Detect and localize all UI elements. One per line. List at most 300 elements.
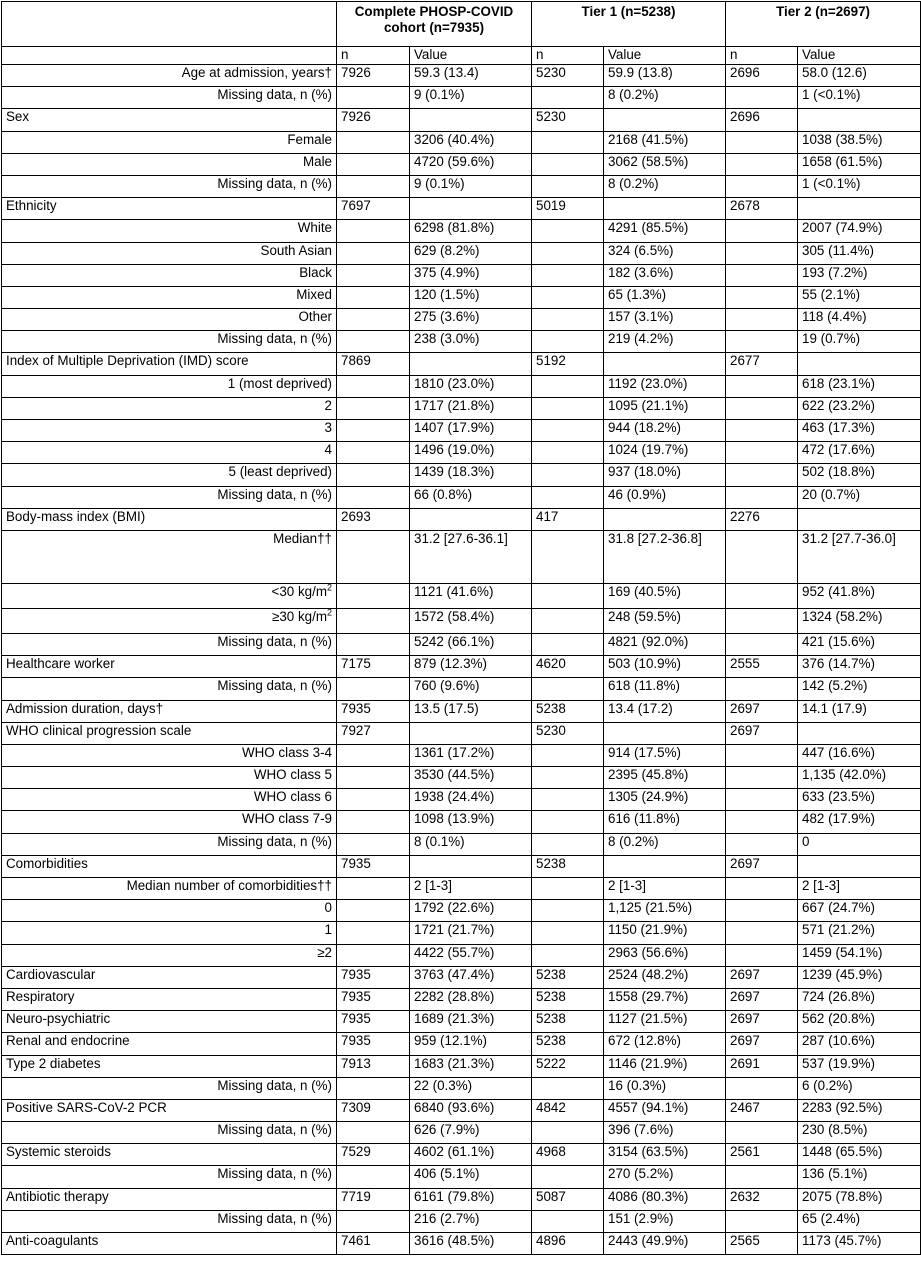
- cell-n: 7461: [337, 1233, 410, 1255]
- cell-n: [337, 131, 410, 153]
- cell-value: 3154 (63.5%): [604, 1144, 726, 1166]
- row-label-text: Body-mass index (BMI): [6, 508, 146, 524]
- table-body: [2, 65, 921, 1255]
- cell-value: 1407 (17.9%): [410, 420, 532, 442]
- cell-n: [726, 87, 798, 109]
- row-label: [2, 1188, 337, 1210]
- cell-n: 5087: [532, 1188, 604, 1210]
- cell-n: 7935: [337, 1033, 410, 1055]
- cell-value: 1717 (21.8%): [410, 397, 532, 419]
- row-label-text: South Asian: [260, 242, 332, 258]
- cell-value: 219 (4.2%): [604, 331, 726, 353]
- row-label-text: Mixed: [296, 286, 332, 302]
- cell-value: 230 (8.5%): [798, 1122, 921, 1144]
- row-label-text: Missing data, n (%): [217, 1122, 332, 1138]
- row-label-text: Positive SARS-CoV-2 PCR: [6, 1099, 167, 1115]
- table-row: [2, 922, 921, 944]
- row-label-text: Male: [302, 153, 332, 169]
- cell-n: [337, 1122, 410, 1144]
- row-label: [2, 1055, 337, 1077]
- cell-value: 1 (<0.1%): [798, 87, 921, 109]
- cell-value: 1361 (17.2%): [410, 744, 532, 766]
- cell-n: 2697: [726, 966, 798, 988]
- cell-n: [532, 1210, 604, 1232]
- cell-n: [532, 900, 604, 922]
- table-row: [2, 1011, 921, 1033]
- cell-n: 417: [532, 508, 604, 530]
- row-label: [2, 922, 337, 944]
- row-label: [2, 678, 337, 700]
- subheader-row: [2, 47, 921, 65]
- header-complete-cohort: Complete PHOSP-COVID cohort (n=7935): [337, 2, 532, 47]
- cell-n: 5230: [532, 722, 604, 744]
- cell-n: 2693: [337, 508, 410, 530]
- row-label: [2, 331, 337, 353]
- row-label-text: WHO class 5: [253, 767, 332, 783]
- cell-n: [532, 131, 604, 153]
- row-label: [2, 220, 337, 242]
- cell-n: [532, 375, 604, 397]
- cell-value: 375 (4.9%): [410, 264, 532, 286]
- cell-n: 7935: [337, 966, 410, 988]
- cell-value: 324 (6.5%): [604, 242, 726, 264]
- row-label: [2, 198, 337, 220]
- table-row: [2, 153, 921, 175]
- cell-value: 406 (5.1%): [410, 1166, 532, 1188]
- row-label-text: Missing data, n (%): [217, 175, 332, 191]
- row-label: [2, 700, 337, 722]
- cell-n: 5192: [532, 353, 604, 375]
- cell-n: 2565: [726, 1233, 798, 1255]
- row-label: [2, 608, 337, 633]
- cell-value: 4422 (55.7%): [410, 944, 532, 966]
- table-row: [2, 375, 921, 397]
- cell-value: 3616 (48.5%): [410, 1233, 532, 1255]
- cell-n: 4968: [532, 1144, 604, 1166]
- cell-value: 667 (24.7%): [798, 900, 921, 922]
- cell-n: 2677: [726, 353, 798, 375]
- table-row: [2, 678, 921, 700]
- table-row: [2, 1077, 921, 1099]
- cell-n: [337, 833, 410, 855]
- cell-value: [604, 353, 726, 375]
- cell-value: 376 (14.7%): [798, 656, 921, 678]
- cell-value: 1,135 (42.0%): [798, 767, 921, 789]
- subheader-n: n: [337, 47, 410, 65]
- row-label-text: Healthcare worker: [6, 656, 115, 672]
- cell-n: [337, 789, 410, 811]
- cell-value: 4720 (59.6%): [410, 153, 532, 175]
- row-label: [2, 131, 337, 153]
- row-label-text: Other: [298, 309, 332, 325]
- table-row: [2, 1144, 921, 1166]
- cell-n: [726, 811, 798, 833]
- cell-value: 1572 (58.4%): [410, 608, 532, 633]
- cell-n: [337, 309, 410, 331]
- cell-value: 142 (5.2%): [798, 678, 921, 700]
- row-label: [2, 175, 337, 197]
- cell-n: 5238: [532, 855, 604, 877]
- table-row: [2, 530, 921, 583]
- cell-n: [532, 633, 604, 655]
- cell-value: 216 (2.7%): [410, 1210, 532, 1232]
- table-row: [2, 309, 921, 331]
- cell-n: [726, 833, 798, 855]
- row-label: [2, 767, 337, 789]
- row-label: [2, 722, 337, 744]
- table-row: [2, 242, 921, 264]
- cell-value: 1439 (18.3%): [410, 464, 532, 486]
- row-label-text: White: [297, 220, 332, 236]
- cell-value: 937 (18.0%): [604, 464, 726, 486]
- cell-n: [726, 397, 798, 419]
- table-row: [2, 353, 921, 375]
- row-label-text: 0: [324, 900, 332, 916]
- cell-value: 626 (7.9%): [410, 1122, 532, 1144]
- cell-value: 1038 (38.5%): [798, 131, 921, 153]
- row-label: [2, 944, 337, 966]
- cell-n: [532, 464, 604, 486]
- cell-value: 4557 (94.1%): [604, 1099, 726, 1121]
- cell-n: 5238: [532, 966, 604, 988]
- row-label-text: Missing data, n (%): [217, 87, 332, 103]
- subheader-value: Value: [410, 47, 532, 65]
- table-row: [2, 420, 921, 442]
- header-tier-1: Tier 1 (n=5238): [532, 2, 726, 47]
- cell-n: [337, 331, 410, 353]
- header-blank: [2, 2, 337, 47]
- header-tier-2: Tier 2 (n=2697): [726, 2, 921, 47]
- cell-value: 1689 (21.3%): [410, 1011, 532, 1033]
- cell-n: [337, 486, 410, 508]
- cell-value: [410, 109, 532, 131]
- cell-value: 1448 (65.5%): [798, 1144, 921, 1166]
- cell-value: 1792 (22.6%): [410, 900, 532, 922]
- cell-n: [337, 1077, 410, 1099]
- table-row: [2, 464, 921, 486]
- cell-n: [726, 1077, 798, 1099]
- cell-value: 14.1 (17.9): [798, 700, 921, 722]
- table-row: [2, 1188, 921, 1210]
- cell-value: 8 (0.1%): [410, 833, 532, 855]
- table-row: [2, 855, 921, 877]
- cell-n: 7935: [337, 988, 410, 1010]
- row-label: [2, 633, 337, 655]
- cell-value: 1658 (61.5%): [798, 153, 921, 175]
- cell-n: [532, 87, 604, 109]
- row-label-text: ≥30 kg/m: [272, 608, 327, 624]
- cell-n: 7913: [337, 1055, 410, 1077]
- row-label-text: WHO clinical progression scale: [6, 722, 192, 738]
- row-label: [2, 988, 337, 1010]
- cell-n: 7935: [337, 855, 410, 877]
- row-label: [2, 442, 337, 464]
- row-label: [2, 109, 337, 131]
- cell-n: [726, 767, 798, 789]
- cell-value: 13.5 (17.5): [410, 700, 532, 722]
- cell-value: 472 (17.6%): [798, 442, 921, 464]
- cell-n: [726, 286, 798, 308]
- cell-value: 16 (0.3%): [604, 1077, 726, 1099]
- table-row: [2, 442, 921, 464]
- cell-n: [532, 1077, 604, 1099]
- row-label-text: <30 kg/m: [271, 583, 327, 599]
- cell-n: 5230: [532, 109, 604, 131]
- cell-n: [337, 153, 410, 175]
- cell-n: [532, 833, 604, 855]
- table-row: [2, 767, 921, 789]
- cell-value: 46 (0.9%): [604, 486, 726, 508]
- cell-n: 7175: [337, 656, 410, 678]
- row-label: [2, 153, 337, 175]
- cell-n: [532, 1166, 604, 1188]
- cell-n: 5238: [532, 1011, 604, 1033]
- cell-value: 537 (19.9%): [798, 1055, 921, 1077]
- cell-value: 672 (12.8%): [604, 1033, 726, 1055]
- cell-n: 2555: [726, 656, 798, 678]
- cell-n: [337, 811, 410, 833]
- cell-value: 914 (17.5%): [604, 744, 726, 766]
- row-label: [2, 264, 337, 286]
- cell-n: [532, 397, 604, 419]
- cell-value: 959 (12.1%): [410, 1033, 532, 1055]
- cell-n: [532, 264, 604, 286]
- table-row: [2, 878, 921, 900]
- table-row: [2, 508, 921, 530]
- row-label-text: Median number of comorbidities††: [126, 878, 332, 893]
- row-label: [2, 65, 337, 87]
- cell-value: 2283 (92.5%): [798, 1099, 921, 1121]
- row-label: [2, 1144, 337, 1166]
- cell-value: 31.8 [27.2-36.8]: [604, 530, 726, 583]
- cell-n: [337, 633, 410, 655]
- row-label-text: Type 2 diabetes: [6, 1055, 101, 1071]
- cell-n: 2696: [726, 109, 798, 131]
- table-row: [2, 1099, 921, 1121]
- cell-n: [337, 530, 410, 583]
- row-label-text: Neuro-psychiatric: [6, 1011, 111, 1027]
- cell-value: 1239 (45.9%): [798, 966, 921, 988]
- cell-n: [532, 175, 604, 197]
- cell-value: 571 (21.2%): [798, 922, 921, 944]
- row-label: [2, 1099, 337, 1121]
- cell-value: 5242 (66.1%): [410, 633, 532, 655]
- cell-value: 1146 (21.9%): [604, 1055, 726, 1077]
- row-label-text: Black: [299, 264, 332, 280]
- cell-value: 136 (5.1%): [798, 1166, 921, 1188]
- row-label-superscript: 2: [326, 608, 332, 618]
- row-label-text: Missing data, n (%): [217, 1166, 332, 1182]
- table-row: [2, 633, 921, 655]
- table-row: [2, 1055, 921, 1077]
- row-label-text: Median††: [273, 530, 332, 546]
- cell-n: [337, 242, 410, 264]
- cell-value: 1,125 (21.5%): [604, 900, 726, 922]
- table-row: [2, 486, 921, 508]
- row-label: [2, 744, 337, 766]
- cell-value: 562 (20.8%): [798, 1011, 921, 1033]
- cell-n: 2697: [726, 700, 798, 722]
- cell-value: [604, 109, 726, 131]
- row-label: [2, 420, 337, 442]
- subheader-blank: [2, 47, 337, 65]
- cell-value: 1098 (13.9%): [410, 811, 532, 833]
- cell-n: 7697: [337, 198, 410, 220]
- row-label: [2, 583, 337, 608]
- cell-n: [726, 608, 798, 633]
- cell-value: 4291 (85.5%): [604, 220, 726, 242]
- cell-value: [604, 508, 726, 530]
- row-label-text: Systemic steroids: [6, 1144, 111, 1160]
- cell-n: [337, 900, 410, 922]
- cell-n: 2697: [726, 1033, 798, 1055]
- table-row: [2, 109, 921, 131]
- table-row: [2, 722, 921, 744]
- cell-n: 5222: [532, 1055, 604, 1077]
- cell-value: 1024 (19.7%): [604, 442, 726, 464]
- cell-n: [532, 944, 604, 966]
- cell-n: [726, 220, 798, 242]
- cell-value: 952 (41.8%): [798, 583, 921, 608]
- cell-value: 6 (0.2%): [798, 1077, 921, 1099]
- cell-n: [337, 397, 410, 419]
- cell-n: 5238: [532, 988, 604, 1010]
- row-label: [2, 833, 337, 855]
- cell-value: 1810 (23.0%): [410, 375, 532, 397]
- cell-n: [726, 131, 798, 153]
- row-label: [2, 508, 337, 530]
- cell-n: [337, 1166, 410, 1188]
- cell-n: [726, 175, 798, 197]
- cell-value: 724 (26.8%): [798, 988, 921, 1010]
- cell-n: [532, 767, 604, 789]
- cell-value: 1127 (21.5%): [604, 1011, 726, 1033]
- cell-value: 248 (59.5%): [604, 608, 726, 633]
- cell-n: 7869: [337, 353, 410, 375]
- row-label: [2, 353, 337, 375]
- row-label-text: WHO class 3-4: [241, 744, 332, 760]
- row-label: [2, 242, 337, 264]
- cell-n: [337, 944, 410, 966]
- cell-n: 7926: [337, 109, 410, 131]
- cell-value: 13.4 (17.2): [604, 700, 726, 722]
- cell-n: [726, 530, 798, 583]
- row-label-text: Female: [287, 131, 332, 147]
- cell-value: 447 (16.6%): [798, 744, 921, 766]
- row-label-text: Anti-coagulants: [6, 1233, 99, 1248]
- cell-value: [604, 198, 726, 220]
- cell-value: 3530 (44.5%): [410, 767, 532, 789]
- row-label-text: Index of Multiple Deprivation (IMD) score: [6, 353, 249, 369]
- cell-value: 1095 (21.1%): [604, 397, 726, 419]
- table-row: [2, 220, 921, 242]
- cell-value: 2443 (49.9%): [604, 1233, 726, 1255]
- cell-value: 20 (0.7%): [798, 486, 921, 508]
- row-label-text: WHO class 6: [253, 789, 332, 805]
- table-row: [2, 811, 921, 833]
- cell-value: 65 (1.3%): [604, 286, 726, 308]
- cell-value: 59.3 (13.4): [410, 65, 532, 87]
- cell-value: [604, 722, 726, 744]
- cell-n: [337, 264, 410, 286]
- cell-value: 4602 (61.1%): [410, 1144, 532, 1166]
- cell-n: [532, 922, 604, 944]
- row-label: [2, 855, 337, 877]
- cell-n: [532, 878, 604, 900]
- row-label-text: Comorbidities: [6, 855, 88, 871]
- cell-value: 59.9 (13.8): [604, 65, 726, 87]
- table-row: [2, 264, 921, 286]
- cell-value: 193 (7.2%): [798, 264, 921, 286]
- row-label: [2, 811, 337, 833]
- table-row: [2, 966, 921, 988]
- table-row: [2, 198, 921, 220]
- cell-value: 31.2 [27.7-36.0]: [798, 530, 921, 583]
- row-label-text: Missing data, n (%): [217, 486, 332, 502]
- cell-value: [798, 722, 921, 744]
- cell-value: 879 (12.3%): [410, 656, 532, 678]
- cell-value: 9 (0.1%): [410, 175, 532, 197]
- table-row: [2, 1122, 921, 1144]
- cell-value: 8 (0.2%): [604, 175, 726, 197]
- cell-value: 4821 (92.0%): [604, 633, 726, 655]
- header-row: [2, 2, 921, 47]
- cell-value: 1496 (19.0%): [410, 442, 532, 464]
- cell-value: 182 (3.6%): [604, 264, 726, 286]
- cell-n: 7927: [337, 722, 410, 744]
- table-row: [2, 988, 921, 1010]
- cell-n: [726, 331, 798, 353]
- cell-n: [337, 1210, 410, 1232]
- cell-n: [726, 242, 798, 264]
- baseline-characteristics-table: [1, 1, 921, 1255]
- cell-value: 1558 (29.7%): [604, 988, 726, 1010]
- cell-n: [726, 375, 798, 397]
- cell-n: [532, 744, 604, 766]
- row-label: [2, 286, 337, 308]
- cell-value: 2 [1-3]: [410, 878, 532, 900]
- cell-n: [532, 789, 604, 811]
- cell-value: 944 (18.2%): [604, 420, 726, 442]
- cell-value: 633 (23.5%): [798, 789, 921, 811]
- cell-value: [410, 198, 532, 220]
- cell-value: 502 (18.8%): [798, 464, 921, 486]
- cell-n: [726, 1166, 798, 1188]
- cell-value: 0: [798, 833, 921, 855]
- cell-value: [798, 855, 921, 877]
- cell-n: [532, 442, 604, 464]
- cell-n: 4896: [532, 1233, 604, 1255]
- cell-value: [410, 353, 532, 375]
- cell-value: 9 (0.1%): [410, 87, 532, 109]
- table-row: [2, 833, 921, 855]
- table-row: [2, 331, 921, 353]
- cell-n: [532, 153, 604, 175]
- cell-value: 151 (2.9%): [604, 1210, 726, 1232]
- cell-n: 4842: [532, 1099, 604, 1121]
- cell-value: 55 (2.1%): [798, 286, 921, 308]
- cell-n: [337, 442, 410, 464]
- table-row: [2, 65, 921, 87]
- cell-value: 157 (3.1%): [604, 309, 726, 331]
- cell-value: 2007 (74.9%): [798, 220, 921, 242]
- row-label: [2, 900, 337, 922]
- cell-n: [337, 922, 410, 944]
- table-row: [2, 700, 921, 722]
- cell-n: [532, 420, 604, 442]
- cell-value: 3763 (47.4%): [410, 966, 532, 988]
- cell-n: [726, 789, 798, 811]
